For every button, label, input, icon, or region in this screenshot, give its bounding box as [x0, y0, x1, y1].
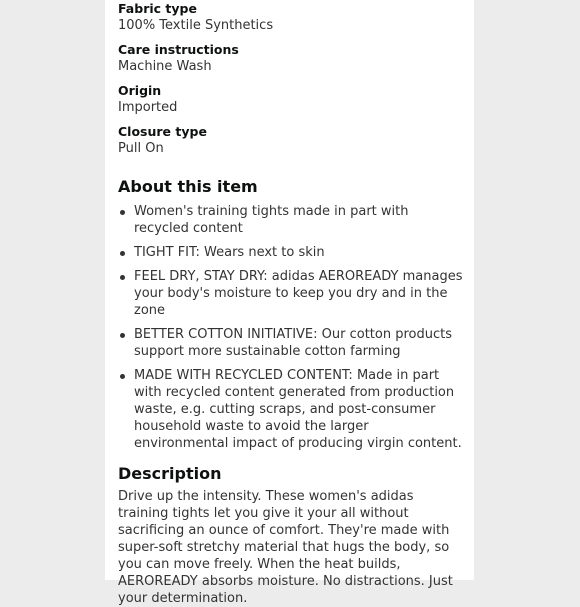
spec-value: Machine Wash	[118, 59, 212, 74]
bullet-dot	[120, 210, 125, 215]
bullet-text: BETTER COTTON INITIATIVE: Our cotton products support more sustainable cotton farming	[134, 327, 453, 359]
spec-closure-type	[118, 124, 464, 165]
bullet-text: MADE WITH RECYCLED CONTENT: Made in part with recycled content generated from production waste, e.g. cutting scraps, and post-consumer household waste to avoid the larger environmental impact of producing virgin content.	[134, 368, 462, 451]
about-bullet	[118, 203, 464, 237]
right-margin	[474, 0, 580, 580]
bullet-text: TIGHT FIT: Wears next to skin	[134, 245, 325, 260]
product-specs	[118, 1, 464, 165]
about-bullet-list	[118, 203, 464, 452]
description-heading: Description	[118, 464, 222, 483]
about-bullet	[118, 326, 464, 360]
spec-origin	[118, 83, 464, 124]
product-details-panel[interactable]	[105, 0, 474, 606]
about-this-item-section	[118, 177, 464, 452]
spec-label: Fabric type	[118, 1, 197, 16]
product-details-content	[118, 0, 464, 607]
about-bullet	[118, 244, 464, 261]
bullet-text: Women's training tights made in part with recycled content	[134, 204, 409, 236]
about-bullet	[118, 268, 464, 319]
about-heading: About this item	[118, 177, 258, 196]
spec-care-instructions	[118, 42, 464, 83]
spec-value: 100% Textile Synthetics	[118, 18, 274, 33]
spec-label: Care instructions	[118, 42, 239, 57]
description-text: Drive up the intensity. These women's adidas training tights let you give it your all without sacrificing an ounce of comfort. They're made with super-soft stretchy material that hugs the body, so you can move freely. When the heat builds, AEROREADY absorbs moisture. No distractions. Just your determination.	[118, 489, 453, 606]
left-margin	[0, 0, 105, 580]
bullet-dot	[120, 333, 125, 338]
bullet-dot	[120, 251, 125, 256]
bullet-dot	[120, 374, 125, 379]
spec-value: Imported	[118, 100, 178, 115]
spec-fabric-type	[118, 1, 464, 42]
spec-value: Pull On	[118, 141, 164, 156]
description-section	[118, 464, 464, 607]
spec-label: Origin	[118, 83, 162, 98]
bullet-text: FEEL DRY, STAY DRY: adidas AEROREADY manages your body's moisture to keep you dry and in the zone	[134, 269, 463, 318]
bullet-dot	[120, 275, 125, 280]
spec-label: Closure type	[118, 124, 207, 139]
about-bullet	[118, 367, 464, 452]
